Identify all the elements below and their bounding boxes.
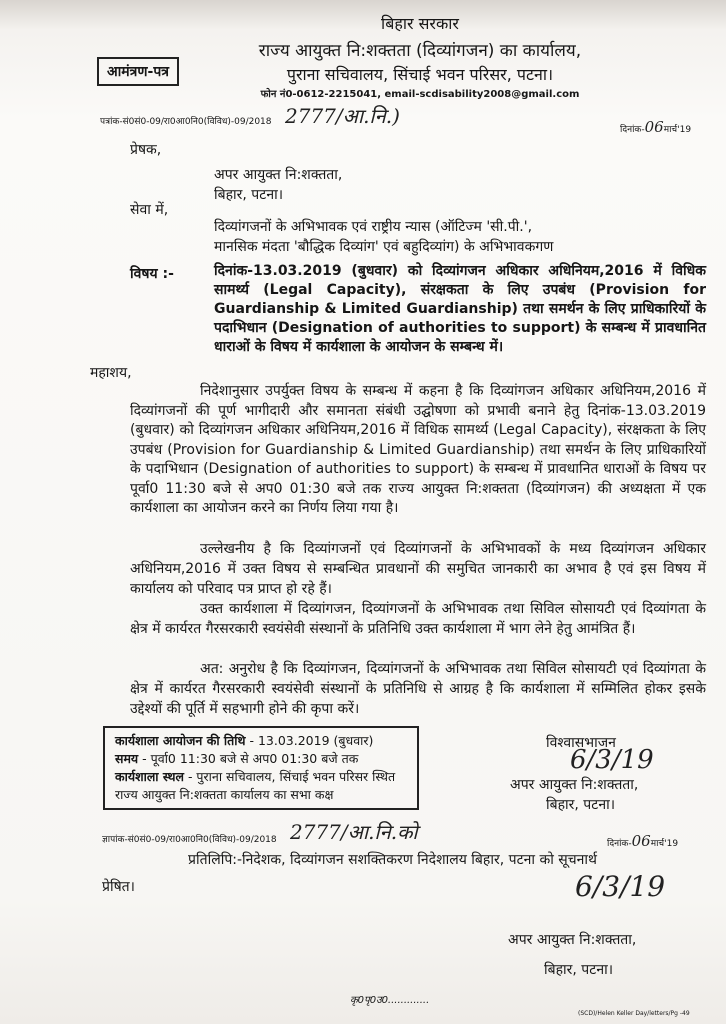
ref-handwritten: 2777/आ.नि.) (285, 104, 400, 128)
office-address: पुराना सचिवालय, सिंचाई भवन परिसर, पटना। (286, 65, 554, 84)
recipient-line1: दिव्यांगजनों के अभिभावक एवं राष्ट्रीय न्यास (ऑटिज्म 'सी.पी.', (214, 219, 533, 235)
copy-line: प्रतिलिपि:-निदेशक, दिव्यांगजन सशक्तिकरण निदेशालय बिहार, पटना को सूचनार्थ (188, 852, 597, 868)
pto-note: कृ0पृ0उ0............. (350, 995, 430, 1006)
sender-label: प्रेषक, (130, 142, 162, 158)
office-name: राज्य आयुक्त नि:शक्तता (दिव्यांगजन) का कार्यालय, (258, 41, 582, 61)
paragraph-3: उक्त कार्यशाला में दिव्यांगजन, दिव्यांगजनों के अभिभावक तथा सिविल सोसायटी एवं दिव्यांगता के क्षेत्र में कार्यरत गैरसरकारी स्वयंसेवी संस्थानों के प्रतिनिधि उक्त कार्यशाला में भाग लेने हेतु आमंत्रित हैं। (130, 601, 706, 637)
ref-number: पत्रांक-सं0सं0-09/रा0आ0नि0(विविध)-09/2018 (100, 117, 272, 127)
doc-type-box: आमंत्रण-पत्र (97, 57, 179, 86)
subject-text: दिनांक-13.03.2019 (बुधवार) को दिव्यांगजन अधिकार अधिनियम,2016 में विधिक सामर्थ्य (Legal Capacity), संरक्षकता के लिए उपबंध (Provision for Guardianship & Limited Guardianship) तथा समर्थन के लिए प्राधिकारियों के पदाभिधान (Designation of authorities to support) के सम्बन्ध में प्रावधानित धाराओं के विषय में कार्यशाला के आयोजन के सम्बन्ध में। (214, 263, 706, 355)
info-venue: कार्यशाला स्थल - पुराना सचिवालय, सिंचाई भवन परिसर स्थित राज्य आयुक्त नि:शक्तता कार्यालय का सभा कक्ष (115, 769, 396, 802)
copy-line2: प्रेषित। (102, 879, 135, 895)
signature-1: 6/3/19 (570, 745, 654, 775)
sig2-line1: अपर आयुक्त नि:शक्तता, (508, 932, 637, 948)
recipient-label: सेवा में, (130, 202, 169, 218)
paragraph-4: अत: अनुरोध है कि दिव्यांगजन, दिव्यांगजनों के अभिभावक तथा सिविल सोसायटी एवं दिव्यांगता के क्षेत्र में कार्यरत गैरसरकारी स्वयंसेवी संस्थानों के प्रतिनिधि से आग्रह है कि कार्यशाला में सम्मिलित होकर इसके उद्देश्यों की पूर्ति में सहभागी होने की कृपा करें। (130, 661, 706, 717)
footer-ref: (SCD)/Helen Keller Day/letters/Pg -49 (578, 1010, 690, 1017)
signature-2: 6/3/19 (575, 870, 666, 903)
sig1-line1: अपर आयुक्त नि:शक्तता, (510, 777, 639, 793)
workshop-info-box (103, 726, 419, 810)
paragraph-2: उल्लेखनीय है कि दिव्यांगजनों एवं दिव्यांगजनों के अभिभावकों के मध्य दिव्यांगजन अधिकार अधिनियम,2016 में उक्त विषय से सम्बन्धित प्रावधानों की समुचित जानकारी का अभाव है एवं इस विषय में कार्यालय को परिवाद पत्र प्राप्त हो रहे हैं। (130, 541, 706, 597)
ref2-number: ज्ञापांक-सं0सं0-09/रा0आ0नि0(विविध)-09/2018 (102, 835, 277, 845)
office-contact: फोन नं0-0612-2215041, email-scdisability2008@gmail.com (260, 89, 580, 100)
subject-label: विषय :- (130, 266, 174, 282)
ref2-handwritten: 2777/आ.नि.को (290, 820, 418, 844)
ref2-date: दिनांक-06मार्च'19 (607, 832, 679, 850)
sig2-line2: बिहार, पटना। (544, 962, 614, 978)
ref-date: दिनांक-06मार्च'19 (620, 118, 692, 136)
closing: विश्वासभाजन (546, 735, 616, 751)
sender-line2: बिहार, पटना। (214, 187, 284, 203)
sig1-line2: बिहार, पटना। (546, 797, 616, 813)
info-date: कार्यशाला आयोजन की तिथि - 13.03.2019 (बुधवार) (115, 733, 374, 748)
recipient-line2: मानसिक मंदता 'बौद्धिक दिव्यांग' एवं बहुदिव्यांग) के अभिभावकगण (214, 239, 554, 255)
salutation: महाशय, (90, 365, 132, 381)
paragraph-1: निदेशानुसार उपर्युक्त विषय के सम्बन्ध में कहना है कि दिव्यांगजन अधिकार अधिनियम,2016 में दिव्यांगजनों की पूर्ण भागीदारी और समानता संबंधी उद्घोषणा को प्रभावी बनाने हेतु दिनांक-13.03.2019 (बुधवार) को दिव्यांगजन अधिकार अधिनियम,2016 में विधिक सामर्थ्य (Legal Capacity), संरक्षकता के लिए उपबंध (Provision for Guardianship & Limited Guardianship) तथा समर्थन के लिए प्राधिकारियों के पदाभिधान (Designation of authorities to support) के सम्बन्ध में प्रावधानित धाराओं के विषय पर पूर्वा0 11:30 बजे से अप0 01:30 बजे तक राज्य आयुक्त नि:शक्तता (दिव्यांगजन) की अध्यक्षता में एक कार्यशाला का आयोजन करने का निर्णय लिया गया है। (130, 383, 706, 516)
sender-line1: अपर आयुक्त नि:शक्तता, (214, 167, 343, 183)
info-time: समय - पूर्वा0 11:30 बजे से अप0 01:30 बजे तक (115, 751, 359, 766)
govt-name: बिहार सरकार (381, 14, 459, 33)
